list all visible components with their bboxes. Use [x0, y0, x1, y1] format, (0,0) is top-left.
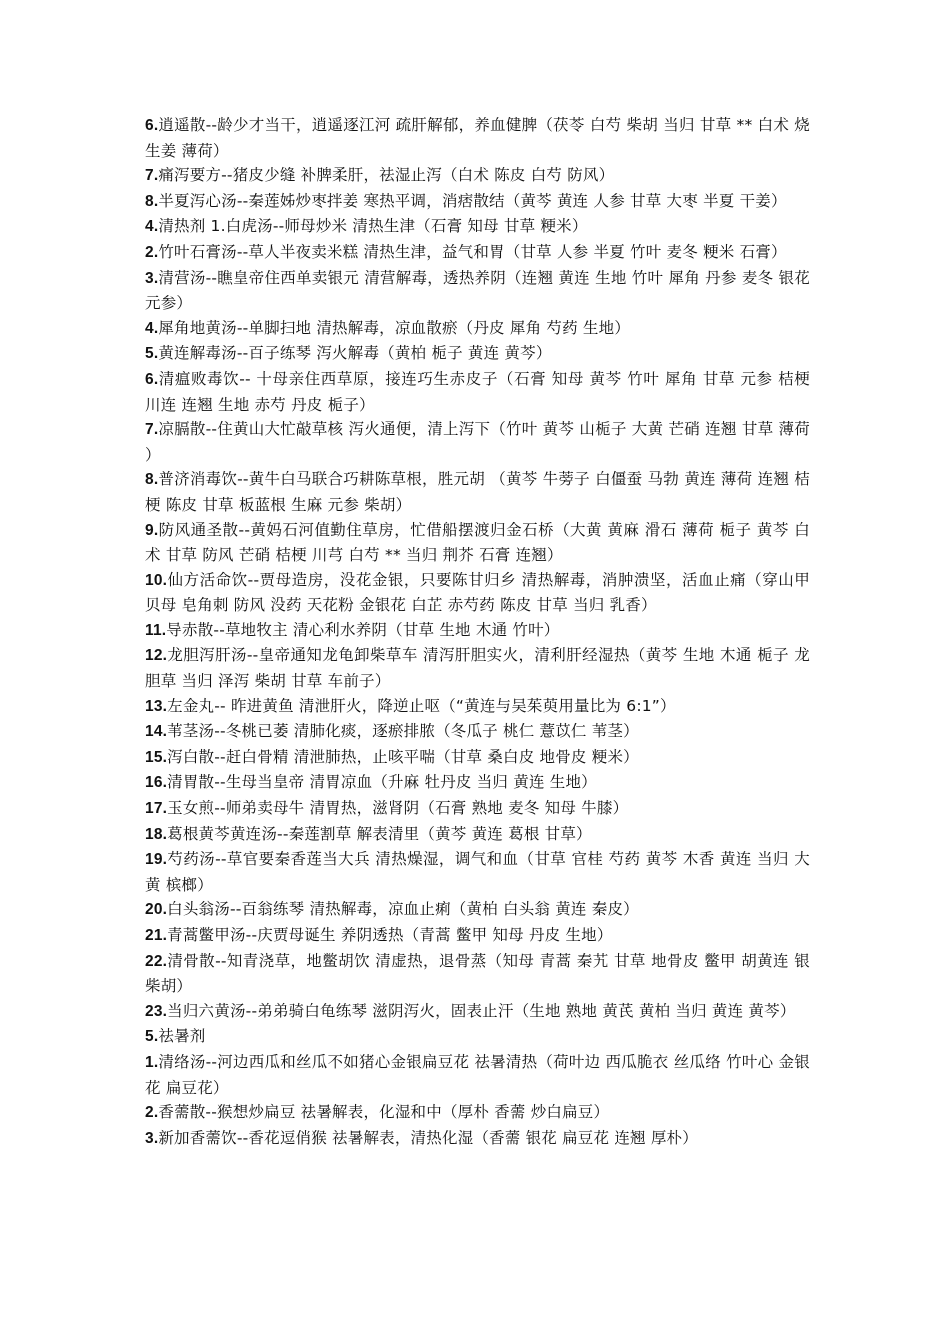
formula-line: 7.凉膈散--住黄山大忙敲草核 泻火通便，清上泻下（竹叶 黄芩 山栀子 大黄 芒硝 连翘 甘草 薄荷 ） [145, 420, 810, 464]
formula-line: 9.防风通圣散--黄妈石河值勤住草房，忙借船摆渡归金石桥（大黄 黄麻 滑石 薄荷 栀子 黄芩 白术 甘草 防风 芒硝 桔梗 川芎 白芍 ** 当归 荆芥 石膏 连翘） [145, 520, 810, 565]
formula-line-8: 8.半夏泻心汤--秦莲姊炒枣拌姜 寒热平调，消痞散结（黄芩 黄连 人参 甘草 大枣 半夏 干姜） [145, 191, 787, 210]
formula-line: 19.芍药汤--草官要秦香莲当大兵 清热燥湿，调气和血（甘草 官桂 芍药 黄芩 木香 黄连 当归 大黄 槟榔） [145, 850, 810, 894]
formula-line: 1.清络汤--河边西瓜和丝瓜不如猪心金银扁豆花 祛暑清热（荷叶边 西瓜脆衣 丝瓜络 竹叶心 金银花 扁豆花） [145, 1052, 810, 1097]
formula-line: 3.清营汤--瞧皇帝住西单卖银元 清营解毒，透热养阴（连翘 黄连 生地 竹叶 犀角 丹参 麦冬 银花 元参） [145, 268, 810, 313]
section-summer-heat: 5.祛暑剂 [145, 1027, 206, 1046]
formula-line: 23.当归六黄汤--弟弟骑白龟练琴 滋阴泻火，固表止汗（生地 熟地 黄芪 黄柏 当归 黄连 黄芩） [145, 1001, 796, 1020]
formula-line: 22.清骨散--知青浇草，地鳖胡饮 清虚热，退骨蒸（知母 青蒿 秦艽 甘草 地骨皮 鳖甲 胡黄连 银柴胡） [145, 951, 810, 996]
formula-line: 15.泻白散--赶白骨精 清泄肺热，止咳平喘（甘草 桑白皮 地骨皮 粳米） [145, 747, 639, 766]
formula-line: 2.香薷散--猴想炒扁豆 祛暑解表，化湿和中（厚朴 香薷 炒白扁豆） [145, 1103, 610, 1122]
formula-line: 16.清胃散--生母当皇帝 清胃凉血（升麻 牡丹皮 当归 黄连 生地） [145, 773, 597, 792]
formula-line: 3.新加香薷饮--香花逗俏猴 祛暑解表，清热化湿（香薷 银花 扁豆花 连翘 厚朴） [145, 1128, 698, 1147]
formula-line: 20.白头翁汤--百翁练琴 清热解毒，凉血止痢（黄柏 白头翁 黄连 秦皮） [145, 900, 639, 919]
formula-line-7: 7.痛泻要方--猪皮少缝 补脾柔肝，祛湿止泻（白术 陈皮 白芍 防风） [145, 166, 615, 185]
formula-line: 11.导赤散--草地牧主 清心利水养阴（甘草 生地 木通 竹叶） [145, 620, 560, 639]
formula-line: 2.竹叶石膏汤--草人半夜卖米糕 清热生津，益气和胃（甘草 人参 半夏 竹叶 麦冬 粳米 石膏） [145, 242, 787, 261]
formula-line: 13.左金丸-- 昨进黄鱼 清泄肝火，降逆止呕（“黄连与吴茱萸用量比为 6:1”） [145, 696, 676, 715]
section-heating-clearing: 4.清热剂 1.白虎汤--师母炒米 清热生津（石膏 知母 甘草 粳米） [145, 217, 588, 236]
formula-line: 14.苇茎汤--冬桃已萎 清肺化痰，逐瘀排脓（冬瓜子 桃仁 薏苡仁 苇茎） [145, 722, 639, 741]
formula-line: 18.葛根黄芩黄连汤--秦莲割草 解表清里（黄芩 黄连 葛根 甘草） [145, 824, 592, 843]
formula-line: 4.犀角地黄汤--单脚扫地 清热解毒，凉血散瘀（丹皮 犀角 芍药 生地） [145, 318, 631, 337]
formula-line: 10.仙方活命饮--贾母造房，没花金银，只要陈甘归乡 清热解毒，消肿溃坚，活血止痛（穿山甲 贝母 皂角刺 防风 没药 天花粉 金银花 白芷 赤芍药 陈皮 甘草 当归 乳香） [145, 570, 810, 615]
formula-line: 8.普济消毒饮--黄牛白马联合巧耕陈草根，胜元胡 （黄芩 牛蒡子 白僵蚕 马勃 黄连 薄荷 连翘 桔梗 陈皮 甘草 板蓝根 生麻 元参 柴胡） [145, 470, 810, 514]
formula-line: 12.龙胆泻肝汤--皇帝通知龙龟卸柴草车 清泻肝胆实火，清利肝经湿热（黄芩 生地 木通 栀子 龙胆草 当归 泽泻 柴胡 甘草 车前子） [145, 646, 810, 691]
document-page [145, 113, 810, 1151]
formula-line: 5.黄连解毒汤--百子练琴 泻火解毒（黄柏 栀子 黄连 黄芩） [145, 344, 552, 363]
formula-line: 6.清瘟败毒饮-- 十母亲住西草原，接连巧生赤皮子（石膏 知母 黄芩 竹叶 犀角 甘草 元参 桔梗 川连 连翘 生地 赤芍 丹皮 栀子） [145, 369, 810, 414]
formula-line: 21.青蒿鳖甲汤--庆贾母诞生 养阴透热（青蒿 鳖甲 知母 丹皮 生地） [145, 926, 613, 944]
formula-line: 17.玉女煎--师弟卖母牛 清胃热，滋肾阴（石膏 熟地 麦冬 知母 牛膝） [145, 799, 629, 818]
formula-line-6: 6.逍遥散--龄少才当干，逍遥逐江河 疏肝解郁，养血健脾（茯苓 白芍 柴胡 当归 甘草 ** 白术 烧生姜 薄荷） [145, 116, 810, 160]
